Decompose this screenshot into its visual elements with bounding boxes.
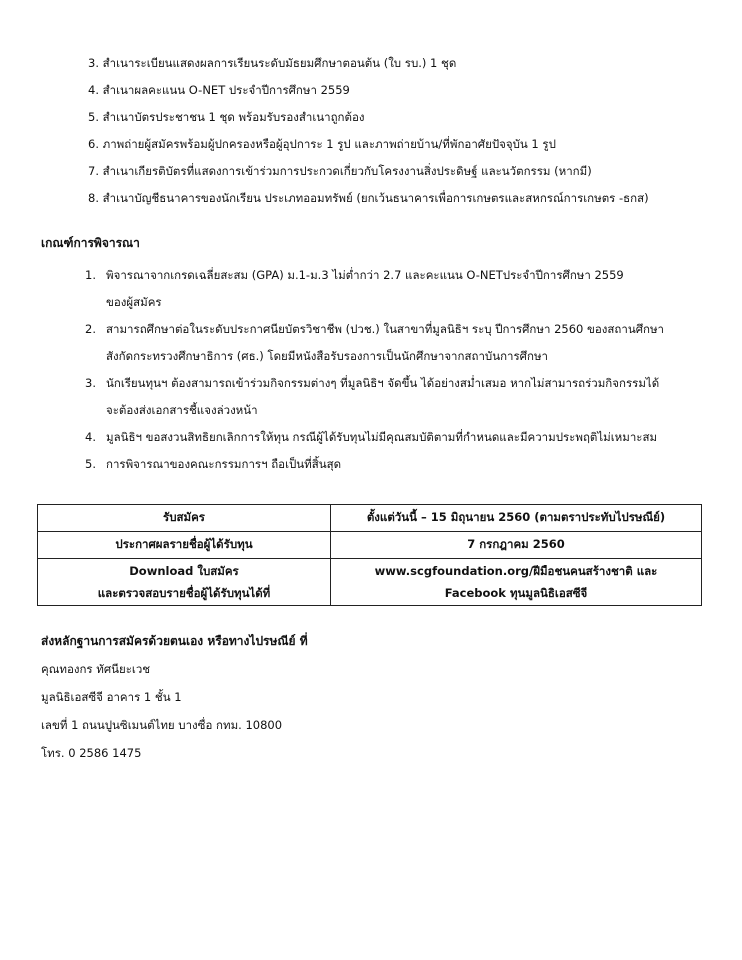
criteria-line: สามารถศึกษาต่อในระดับประกาศนียบัตรวิชาชีพ (ปวช.) ในสาขาที่มูลนิธิฯ ระบุ ปีการศึกษา 2560 ของสถานศึกษา [106, 322, 664, 336]
contact-block [41, 628, 308, 767]
criteria-text [106, 370, 715, 424]
schedule-label-line: Download ใบสมัคร [129, 564, 239, 578]
schedule-value: 7 กรกฎาคม 2560 [331, 532, 702, 559]
criteria-line: นักเรียนทุนฯ ต้องสามารถเข้าร่วมกิจกรรมต่างๆ ที่มูลนิธิฯ จัดขึ้น ได้อย่างสม่ำเสมอ หากไม่สามารถร่วมกิจกรรมได้ [106, 376, 660, 390]
criteria-line: พิจารณาจากเกรดเฉลี่ยสะสม (GPA) ม.1-ม.3 ไม่ต่ำกว่า 2.7 และคะแนน O-NETประจำปีการศึกษา 2559 [106, 268, 624, 282]
schedule-label: ประกาศผลรายชื่อผู้ได้รับทุน [38, 532, 331, 559]
criteria-item [85, 451, 715, 478]
criteria-number: 4. [85, 430, 96, 444]
criteria-heading: เกณฑ์การพิจารณา [41, 236, 140, 250]
criteria-line: สังกัดกระทรวงศึกษาธิการ (ศธ.) โดยมีหนังสือรับรองการเป็นนักศึกษาจากสถาบันการศึกษา [106, 349, 548, 363]
contact-organization: มูลนิธิเอสซีจี อาคาร 1 ชั้น 1 [41, 690, 182, 704]
document-item: 6. ภาพถ่ายผู้สมัครพร้อมผู้ปกครองหรือผู้อุปการะ 1 รูป และภาพถ่ายบ้าน/ที่พักอาศัยปัจจุบัน 1 รูป [88, 137, 556, 151]
table-row [38, 532, 702, 559]
criteria-text [106, 262, 715, 316]
criteria-item [85, 316, 715, 370]
table-row [38, 505, 702, 532]
criteria-text: การพิจารณาของคณะกรรมการฯ ถือเป็นที่สิ้นสุด [106, 457, 342, 471]
schedule-value: ตั้งแต่วันนี้ – 15 มิถุนายน 2560 (ตามตราประทับไปรษณีย์) [331, 505, 702, 532]
criteria-line: ของผู้สมัคร [106, 295, 162, 309]
website-link[interactable]: www.scgfoundation.org/ฝีมือชนคนสร้างชาติ และ [374, 564, 658, 578]
criteria-number: 5. [85, 457, 96, 471]
criteria-item [85, 370, 715, 424]
schedule-label-line: และตรวจสอบรายชื่อผู้ได้รับทุนได้ที่ [97, 586, 271, 600]
criteria-text: มูลนิธิฯ ขอสงวนสิทธิยกเลิกการให้ทุน กรณีผู้ได้รับทุนไม่มีคุณสมบัติตามที่กำหนดและมีความประพฤติไม่เหมาะสม [106, 430, 658, 444]
document-item: 3. สำเนาระเบียนแสดงผลการเรียนระดับมัธยมศึกษาตอนต้น (ใบ รบ.) 1 ชุด [88, 56, 457, 70]
facebook-link[interactable]: Facebook ทุนมูลนิธิเอสซีจี [444, 586, 588, 600]
criteria-line: จะต้องส่งเอกสารชี้แจงล่วงหน้า [106, 403, 258, 417]
schedule-value [331, 559, 702, 606]
document-item: 5. สำเนาบัตรประชาชน 1 ชุด พร้อมรับรองสำเนาถูกต้อง [88, 110, 365, 124]
required-documents-list [88, 50, 649, 212]
criteria-number: 1. [85, 268, 96, 282]
contact-phone: โทร. 0 2586 1475 [41, 746, 142, 760]
criteria-number: 3. [85, 376, 96, 390]
criteria-text [106, 316, 715, 370]
contact-name: คุณทองกร ทัศนียะเวช [41, 662, 151, 676]
document-item: 4. สำเนาผลคะแนน O-NET ประจำปีการศึกษา 2559 [88, 83, 350, 97]
document-item: 8. สำเนาบัญชีธนาคารของนักเรียน ประเภทออมทรัพย์ (ยกเว้นธนาคารเพื่อการเกษตรและสหกรณ์การเกษตร -ธกส) [88, 191, 649, 205]
schedule-label: รับสมัคร [38, 505, 331, 532]
table-row [38, 559, 702, 606]
contact-heading: ส่งหลักฐานการสมัครด้วยตนเอง หรือทางไปรษณีย์ ที่ [41, 634, 308, 648]
criteria-number: 2. [85, 322, 96, 336]
schedule-label [38, 559, 331, 606]
document-item: 7. สำเนาเกียรติบัตรที่แสดงการเข้าร่วมการประกวดเกี่ยวกับโครงงานสิ่งประดิษฐ์ และนวัตกรรม (หากมี) [88, 164, 592, 178]
schedule-table [37, 504, 702, 606]
criteria-item [85, 262, 715, 316]
contact-address: เลขที่ 1 ถนนปูนซิเมนต์ไทย บางซื่อ กทม. 10800 [41, 718, 283, 732]
criteria-item [85, 424, 715, 451]
criteria-list [85, 262, 715, 478]
